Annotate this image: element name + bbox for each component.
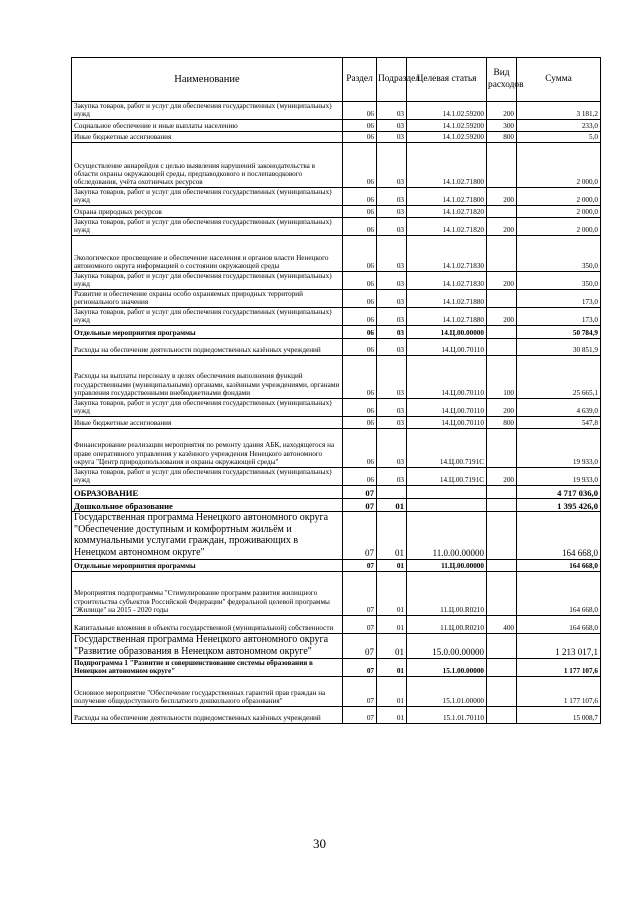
row-target: 14.1.02.59200 [407,119,487,131]
row-target: 14.Ц.00.7191С [407,428,487,467]
row-section: 06 [343,467,377,485]
row-subsection: 01 [377,559,407,571]
row-exp-type: 200 [487,187,517,205]
table-row [72,676,601,706]
row-name: Дошкольное образование [72,498,343,511]
row-subsection: 03 [377,307,407,325]
row-subsection: 03 [377,205,407,217]
row-name: Государственная программа Ненецкого автономного округа "Развитие образования в Ненецком автономном округе" [72,633,343,658]
row-sum: 233,0 [517,119,601,131]
row-subsection: 03 [377,119,407,131]
row-sum: 2 000,0 [517,205,601,217]
row-name: Развитие и обеспечение охраны особо охраняемых природных территорий регионального значения [72,289,343,307]
table-row [72,205,601,217]
row-name: Закупка товаров, работ и услуг для обеспечения государственных (муниципальных) нужд [72,102,343,120]
row-exp-type: 100 [487,355,517,398]
row-subsection: 03 [377,289,407,307]
row-exp-type [487,205,517,217]
row-sum: 2 000,0 [517,142,601,187]
row-name: Экологическое просвещение и обеспечение населения и органов власти Ненецкого автономного округа информацией о состоянии окружающей среды [72,235,343,271]
row-section: 06 [343,338,377,355]
row-name: Закупка товаров, работ и услуг для обеспечения государственных (муниципальных) нужд [72,271,343,289]
row-subsection: 03 [377,235,407,271]
table-row [72,119,601,131]
row-sum: 30 851,9 [517,338,601,355]
row-name: Расходы на обеспечение деятельности подведомственных казённых учреждений [72,338,343,355]
row-exp-type: 800 [487,416,517,428]
row-name: Иные бюджетные ассигнования [72,131,343,142]
row-section: 06 [343,217,377,235]
row-subsection: 03 [377,102,407,120]
row-sum: 1 177 107,6 [517,676,601,706]
table-row [72,559,601,571]
row-sum: 1 395 426,0 [517,498,601,511]
table-row [72,416,601,428]
row-section: 07 [343,706,377,723]
row-section: 06 [343,271,377,289]
row-subsection: 03 [377,325,407,338]
row-sum: 50 784,9 [517,325,601,338]
row-section: 06 [343,307,377,325]
row-section: 07 [343,571,377,615]
row-section: 06 [343,102,377,120]
row-section: 06 [343,416,377,428]
row-exp-type: 300 [487,119,517,131]
row-section: 06 [343,235,377,271]
table-row [72,338,601,355]
row-section: 06 [343,119,377,131]
row-name: Закупка товаров, работ и услуг для обеспечения государственных (муниципальных) нужд [72,467,343,485]
row-section: 06 [343,142,377,187]
header-sum: Сумма [517,58,601,102]
row-exp-type: 200 [487,102,517,120]
row-subsection: 03 [377,131,407,142]
row-exp-type: 400 [487,615,517,633]
row-name: Закупка товаров, работ и услуг для обеспечения государственных (муниципальных) нужд [72,398,343,416]
row-target: 14.Ц.00.70110 [407,398,487,416]
row-sum: 4 717 036,0 [517,485,601,498]
row-subsection: 03 [377,271,407,289]
row-name: Иные бюджетные ассигнования [72,416,343,428]
row-section: 06 [343,355,377,398]
row-name: Закупка товаров, работ и услуг для обеспечения государственных (муниципальных) нужд [72,187,343,205]
row-sum: 1 177 107,6 [517,658,601,676]
row-sum: 164 668,0 [517,615,601,633]
row-target: 14.Ц.00.70110 [407,355,487,398]
table-row [72,235,601,271]
row-subsection: 01 [377,658,407,676]
row-name: Отдельные мероприятия программы [72,559,343,571]
table-row [72,571,601,615]
row-exp-type: 800 [487,131,517,142]
row-exp-type [487,511,517,559]
table-row [72,289,601,307]
row-target: 11.Ц.00.R0210 [407,571,487,615]
row-target: 15.1.00.00000 [407,658,487,676]
table-row [72,217,601,235]
header-subsection: Подраздел [377,58,407,102]
row-exp-type [487,142,517,187]
row-subsection: 01 [377,676,407,706]
page-number: 30 [313,836,326,851]
table-row [72,485,601,498]
header-name: Наименование [72,58,343,102]
row-exp-type [487,338,517,355]
table-row [72,271,601,289]
row-section: 06 [343,131,377,142]
row-target: 15.0.00.00000 [407,633,487,658]
row-section: 07 [343,511,377,559]
row-target: 11.0.00.00000 [407,511,487,559]
row-section: 06 [343,428,377,467]
row-sum: 4 639,0 [517,398,601,416]
row-subsection: 01 [377,615,407,633]
row-target: 14.1.02.71800 [407,187,487,205]
row-subsection: 03 [377,142,407,187]
row-name: Охрана природных ресурсов [72,205,343,217]
row-name: Расходы на обеспечение деятельности подведомственных казённых учреждений [72,706,343,723]
header-target: Целевая статья [407,58,487,102]
row-sum: 547,8 [517,416,601,428]
row-target: 14.1.02.71800 [407,142,487,187]
row-name: Государственная программа Ненецкого автономного округа "Обеспечение доступным и комфортным жильём и коммунальными услугами граждан, проживающих в Ненецком автономном округе" [72,511,343,559]
row-exp-type [487,706,517,723]
row-name: Основное мероприятие "Обеспечение государственных гарантий прав граждан на получение общедоступного бесплатного дошкольного образования" [72,676,343,706]
row-sum: 173,0 [517,307,601,325]
table-row [72,325,601,338]
row-sum: 19 933,0 [517,428,601,467]
row-name: Расходы на выплаты персоналу в целях обеспечения выполнения функций государственными (муниципальными) органами, казёнными учреждениями, органами управления государственными внебюджетными фондами [72,355,343,398]
table-row [72,467,601,485]
table-row [72,633,601,658]
row-name: Капитальные вложения в объекты государственной (муниципальной) собственности [72,615,343,633]
table-row [72,355,601,398]
row-section: 07 [343,559,377,571]
row-exp-type [487,633,517,658]
row-exp-type [487,235,517,271]
row-section: 06 [343,289,377,307]
row-target: 14.1.02.71820 [407,205,487,217]
table-row [72,706,601,723]
row-section: 07 [343,615,377,633]
row-sum: 173,0 [517,289,601,307]
header-section: Раздел [343,58,377,102]
table-row [72,498,601,511]
table-row [72,428,601,467]
row-subsection: 03 [377,217,407,235]
row-subsection: 01 [377,633,407,658]
row-section: 07 [343,498,377,511]
row-name: Подпрограмма 1 "Развитие и совершенствование системы образования в Ненецком автономном округе" [72,658,343,676]
row-subsection [377,485,407,498]
row-sum: 350,0 [517,235,601,271]
row-target: 14.1.02.71820 [407,217,487,235]
row-sum: 164 668,0 [517,571,601,615]
row-subsection: 03 [377,187,407,205]
table-row [72,131,601,142]
row-target [407,498,487,511]
row-exp-type: 200 [487,398,517,416]
row-section: 07 [343,676,377,706]
header-exp-type: Вид расходов [487,58,517,102]
row-exp-type: 200 [487,467,517,485]
table-row [72,398,601,416]
table-row [72,102,601,120]
row-target: 14.1.02.71880 [407,307,487,325]
row-exp-type [487,428,517,467]
row-target: 14.Ц.00.70110 [407,416,487,428]
row-section: 07 [343,658,377,676]
row-sum: 164 668,0 [517,511,601,559]
row-sum: 15 008,7 [517,706,601,723]
row-section: 07 [343,633,377,658]
row-subsection: 01 [377,498,407,511]
row-name: Финансирование реализации мероприятия по ремонту здания АБК, находящегося на праве оперативного управления у казённого учреждения Ненецкого автономного округа "Центр природопользования и охраны окружающей среды" [72,428,343,467]
row-target: 14.Ц.00.70110 [407,338,487,355]
row-name: Осуществление авиарейдов с целью выявления нарушений законодательства в области охраны окружающей среды, предпаводкового и послепаводкового обследования, учёта охотничьих ресурсов [72,142,343,187]
table-header [72,58,601,102]
row-exp-type [487,325,517,338]
table-row [72,142,601,187]
row-sum: 19 933,0 [517,467,601,485]
row-sum: 3 181,2 [517,102,601,120]
row-sum: 350,0 [517,271,601,289]
row-target: 14.1.02.59200 [407,102,487,120]
row-subsection: 03 [377,428,407,467]
row-target: 15.1.01.70110 [407,706,487,723]
table-row [72,658,601,676]
row-subsection: 03 [377,416,407,428]
row-subsection: 01 [377,571,407,615]
table-row [72,511,601,559]
row-section: 06 [343,398,377,416]
row-subsection: 03 [377,398,407,416]
table-body [72,102,601,724]
row-name: Мероприятия подпрограммы "Стимулирование программ развития жилищного строительства субъектов Российской Федерации" федеральной целевой программы "Жилище" на 2015 - 2020 годы [72,571,343,615]
row-sum: 5,0 [517,131,601,142]
row-sum: 164 668,0 [517,559,601,571]
table-row [72,187,601,205]
row-sum: 2 000,0 [517,217,601,235]
row-target: 14.Ц.00.7191С [407,467,487,485]
row-subsection: 01 [377,706,407,723]
row-name: Социальное обеспечение и иные выплаты населению [72,119,343,131]
row-exp-type: 200 [487,307,517,325]
table-row [72,307,601,325]
row-sum: 1 213 017,1 [517,633,601,658]
row-name: Закупка товаров, работ и услуг для обеспечения государственных (муниципальных) нужд [72,217,343,235]
row-exp-type [487,559,517,571]
row-exp-type: 200 [487,271,517,289]
budget-table [71,57,601,724]
row-exp-type [487,571,517,615]
row-subsection: 03 [377,355,407,398]
row-target: 14.1.02.59200 [407,131,487,142]
row-section: 06 [343,187,377,205]
row-target [407,485,487,498]
row-subsection: 01 [377,511,407,559]
row-name: Отдельные мероприятия программы [72,325,343,338]
row-exp-type [487,676,517,706]
row-target: 14.1.02.71880 [407,289,487,307]
row-name: ОБРАЗОВАНИЕ [72,485,343,498]
table-row [72,615,601,633]
row-name: Закупка товаров, работ и услуг для обеспечения государственных (муниципальных) нужд [72,307,343,325]
row-exp-type [487,498,517,511]
row-target: 14.1.02.71830 [407,235,487,271]
row-sum: 25 665,1 [517,355,601,398]
row-exp-type [487,485,517,498]
row-section: 07 [343,485,377,498]
row-subsection: 03 [377,338,407,355]
row-exp-type [487,658,517,676]
row-target: 14.Ц.00.00000 [407,325,487,338]
row-exp-type [487,289,517,307]
row-subsection: 03 [377,467,407,485]
row-section: 06 [343,205,377,217]
row-target: 15.1.01.00000 [407,676,487,706]
row-target: 14.1.02.71830 [407,271,487,289]
row-sum: 2 000,0 [517,187,601,205]
row-section: 06 [343,325,377,338]
row-target: 11.Ц.00.R0210 [407,615,487,633]
row-exp-type: 200 [487,217,517,235]
row-target: 11.Ц.00.00000 [407,559,487,571]
